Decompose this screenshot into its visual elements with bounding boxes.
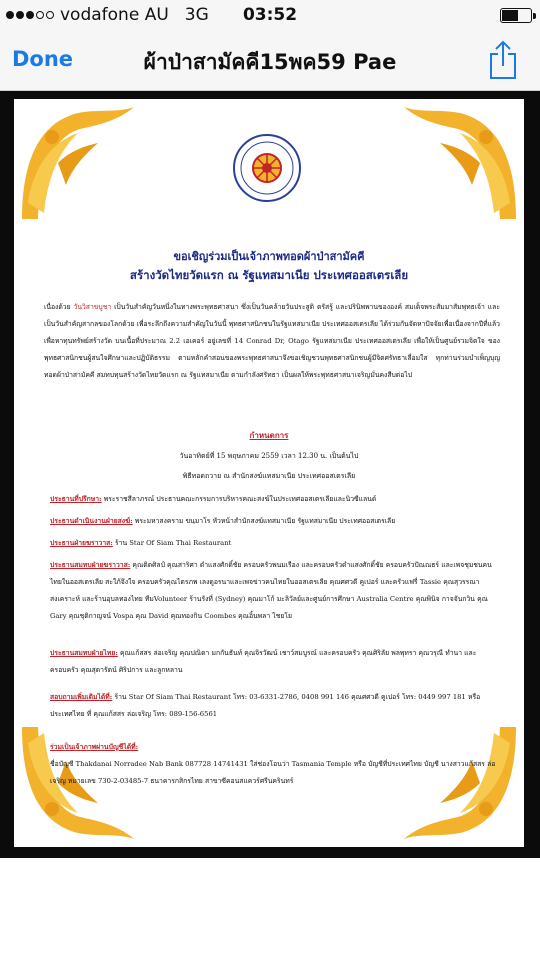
document-title: ผ้าป่าสามัคคี15พค59 Pae xyxy=(143,50,397,74)
navigation-bar xyxy=(0,30,540,91)
section-text: คุณติดศิลป์ คุณสาริศา ดำแสงศักดิ์ชัย ครอบครัวพนมเรือง และครอบครัวดำแสงศักดิ์ชัย ครอบครัวปัณณธร์ และเพจชุมชนคนไทยในออสเตรเลีย สะใภ้จึงใจ ครอบครัวคุณไตรภพ เลงดูอรนาและเพจข่าวคนไทยในออสเตรเลีย คุณศศวดี คูเปอร์ และครัวแฟรี่ Tassie คุณสุวรรณา สงเคราะห์ และร้านอุบลทองไทย ทีมVolunteer ร้านรังที่ (Sydney) คุณมาโก้ มะลิวัลย์และศูนย์การศึกษา Australia Centre คุณพินิจ กาจจันกวิน คุณ Gary คุณชุติกาญจน์ Vospa คุณ David คุณทองกิน Coombes คุณอิ้นพลา ไชยโย xyxy=(50,561,492,620)
section-label: ร่วมเป็นเจ้าภาพผ่านบัญชีได้ที่: xyxy=(50,743,139,751)
status-bar xyxy=(0,0,540,30)
section-label: ประธานสมทบฝ่ายไทย: xyxy=(50,649,118,657)
clock: 03:52 xyxy=(242,5,298,25)
invitation-subheading: สร้างวัดไทยวัดแรก ณ รัฐแทสมาเนีย ประเทศออสเตรเลีย xyxy=(129,268,409,282)
para-lead: เนื่องด้วย xyxy=(44,303,71,311)
schedule-date: วันอาทิตย์ที่ 15 พฤษภาคม 2559 เวลา 12.30 น. เป็นต้นไป xyxy=(179,452,359,460)
section-text: พระมหาสงคราม ขนฺมาโร หัวหน้าสำนักสงฆ์แทสมาเนีย รัฐแทสมาเนีย ประเทศออสเตรเลีย xyxy=(134,517,396,525)
carrier-name: vodafone AU xyxy=(60,5,169,25)
schedule-title: กำหนดการ xyxy=(249,430,289,440)
document-viewer[interactable] xyxy=(0,91,540,858)
para-highlight: วันวิสาขบูชา xyxy=(73,303,112,311)
section-lay-chair xyxy=(50,535,500,552)
section-contact xyxy=(50,689,500,723)
section-thai-chair xyxy=(50,645,500,679)
section-advisor xyxy=(50,491,500,508)
schedule-venue: พิธีทอดถวาย ณ สำนักสงฆ์แทสมาเนีย ประเทศออสเตรเลีย xyxy=(182,472,356,480)
section-co-chair xyxy=(50,557,500,625)
section-text: พระราชสีลาภรณ์ ประธานคณะกรรมการบริหารคณะสงฆ์ในประเทศออสเตรเลียและนิวซีแลนด์ xyxy=(103,495,377,503)
section-label: ประธานสมทบฝ่ายฆราวาส: xyxy=(50,561,131,569)
intro-paragraph xyxy=(44,299,500,384)
network-type: 3G xyxy=(184,5,209,25)
dharma-wheel-seal-icon xyxy=(232,133,302,203)
invitation-document xyxy=(14,99,524,847)
section-text: คุณแก้สสร ล่อเจริญ คุณปณิดา มกกันธันท์ คุณจิรวัฒน์ เชาว์สมบูรณ์ และครอบครัว คุณศิริลัย พลพุทรา คุณวรุณี ทำนา และครอบครัว คุณสุดารัตน์ ศิริปการ และลูกหลาน xyxy=(50,649,477,674)
section-text: ร้าน Star Of Siam Thai Restaurant xyxy=(114,539,232,547)
battery-icon xyxy=(500,8,532,23)
invitation-heading: ขอเชิญร่วมเป็นเจ้าภาพทอดผ้าป่าสามัคคี xyxy=(173,250,365,263)
para-body: เป็นวันสำคัญวันหนึ่งในทางพระพุทธศาสนา ซึ่งเป็นวันคล้ายวันประสูติ ตรัสรู้ และปรินิพพานขององค์ สมเด็จพระสัมมาสัมพุทธเจ้า และเป็นวันสำคัญสากลของโลกด้วย เพื่อระลึกถึงความสำคัญในวันนี้ พุทธศาสนิกชนในรัฐแทสมาเนีย ประเทศออสเตรเลีย ได้ร่วมกันจัดหาปัจจัยเพื่อเนื่องจากปีที่แล้วเพื่อหาทุนทรัพย์สร้างวัด บนเนื้อที่ประมาณ 2.2 เอเคอร์ อยู่เลขที่ 14 Conrad Dr, Otago รัฐแทสมาเนีย ประเทศออสเตรเลีย เพื่อให้เป็นศูนย์รวมจิตใจ ของพุทธศาสนิกชนผู้สนใจศึกษาและปฏิบัติธรรม ตามหลักคำสอนของพระพุทธศาสนาจึงขอเชิญชวนพุทธศาสนิกชนผู้มีจิตศรัทธาเลื่อมใส ทุกท่านร่วมบำเพ็ญบุญทอดผ้าป่าสามัคคี สมทบทุนสร้างวัดไทยวัดแรก ณ รัฐแทสมาเนีย ตามกำลังศรัทธา เป็นผลให้พระพุทธศาสนาเจริญมั่นคงสืบต่อไป xyxy=(44,303,500,379)
section-label: ประธานที่ปรึกษา: xyxy=(50,495,102,503)
section-text: ร้าน Star Of Siam Thai Restaurant โทร: 03-6331-2786, 0408 991 146 คุณศศวดี คูเปอร์ โทร: 0449 997 181 หรือประเทศไทย ที่ คุณแก้สสร ล่อเจริญ โทร: 089-156-6561 xyxy=(50,693,481,718)
share-icon[interactable] xyxy=(488,40,518,80)
done-button[interactable]: Done xyxy=(12,47,74,71)
section-donation xyxy=(50,739,500,790)
ornament-corner-icon xyxy=(18,103,138,223)
section-label: ประธานฝ่ายฆราวาส: xyxy=(50,539,113,547)
section-label: สอบถามเพิ่มเติมได้ที่: xyxy=(50,693,113,701)
section-label: ประธานดำเนินงานฝ่ายสงฆ์: xyxy=(50,517,133,525)
ornament-corner-icon xyxy=(400,103,520,223)
section-monk-chair xyxy=(50,513,500,530)
section-text: ชื่อบัญชี Thakdanai Norradee Nab Bank 087728 14741431 ใส่ช่องโอนว่า Tasmania Temple หรือ บัญชีที่ประเทศไทย บัญชี นางสาวแก้สสร ล่อเจริญ หมายเลข 730-2-03485-7 ธนาคารกสิกรไทย สาขาซีคอนสแควร์ศรีนครินทร์ xyxy=(50,760,496,785)
